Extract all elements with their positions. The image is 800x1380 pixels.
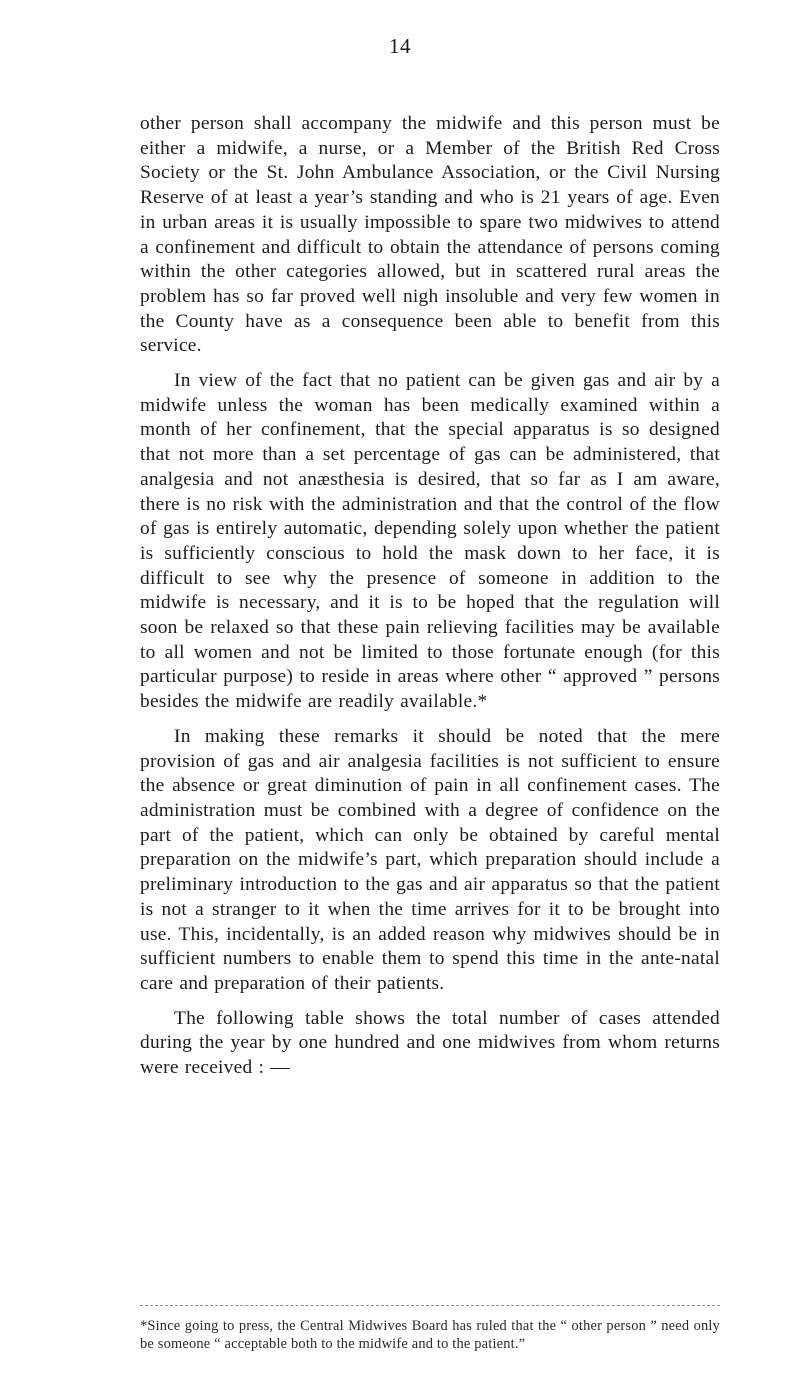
paragraph-2: In view of the fact that no patient can be given gas and air by a midwife unless the woman has been medically examined within a month of her confinement, that the special apparatus is so designed that not more than a set percentage of gas can be administered, that analgesia and not anæsthesia is desired, that so far as I am aware, there is no risk with the administration and that the control of the flow of gas is entirely automatic, depending solely upon whether the patient is sufficiently conscious to hold the mask down to her face, it is difficult to see why the presence of someone in addition to the midwife is necessary, and it is to be hoped that the regulation will soon be relaxed so that these pain relieving facilities may be available to all women and not be limited to those fortunate enough (for this particular purpose) to reside in areas where other “ approved ” persons besides the midwife are readily available.* bbox=[140, 370, 720, 713]
paragraph-3: In making these remarks it should be noted that the mere provision of gas and air analgesia facilities is not sufficient to ensure the absence or great diminution of pain in all confinement cases. The administration must be combined with a degree of confidence on the part of the patient, which can only be obtained by careful mental preparation on the midwife’s part, which preparation should include a preliminary introduction to the gas and air apparatus so that the patient is not a stranger to it when the time arrives for it to be brought into use. This, incidentally, is an added reason why midwives should be in sufficient numbers to enable them to spend this time in the ante-natal care and preparation of their patients. bbox=[140, 725, 720, 994]
paragraph-1: other person shall accompany the midwife and this person must be either a midwife, a nurse, or a Member of the British Red Cross Society or the St. John Ambulance Association, or the Civil Nursing Reserve of at least a year’s standing and who is 21 years of age. Even in urban areas it is usually impossible to spare two midwives to attend a confinement and difficult to obtain the attendance of persons coming within the other categories allowed, but in scattered rural areas the problem has so far proved well nigh insoluble and very few women in the County have as a consequence been able to benefit from this service. bbox=[140, 113, 720, 357]
paragraph-4: The following table shows the total number of cases attended during the year by one hundred and one midwives from whom returns were received : — bbox=[140, 1007, 720, 1079]
body-text bbox=[140, 112, 720, 1091]
page-number: 14 bbox=[389, 34, 411, 58]
footnote bbox=[140, 1318, 720, 1353]
footnote-marker: * bbox=[140, 1318, 148, 1334]
footnote-divider bbox=[140, 1305, 720, 1306]
footnote-text: Since going to press, the Central Midwives Board has ruled that the “ other person ” need only be someone “ acceptable both to the midwife and to the patient.” bbox=[140, 1318, 720, 1352]
